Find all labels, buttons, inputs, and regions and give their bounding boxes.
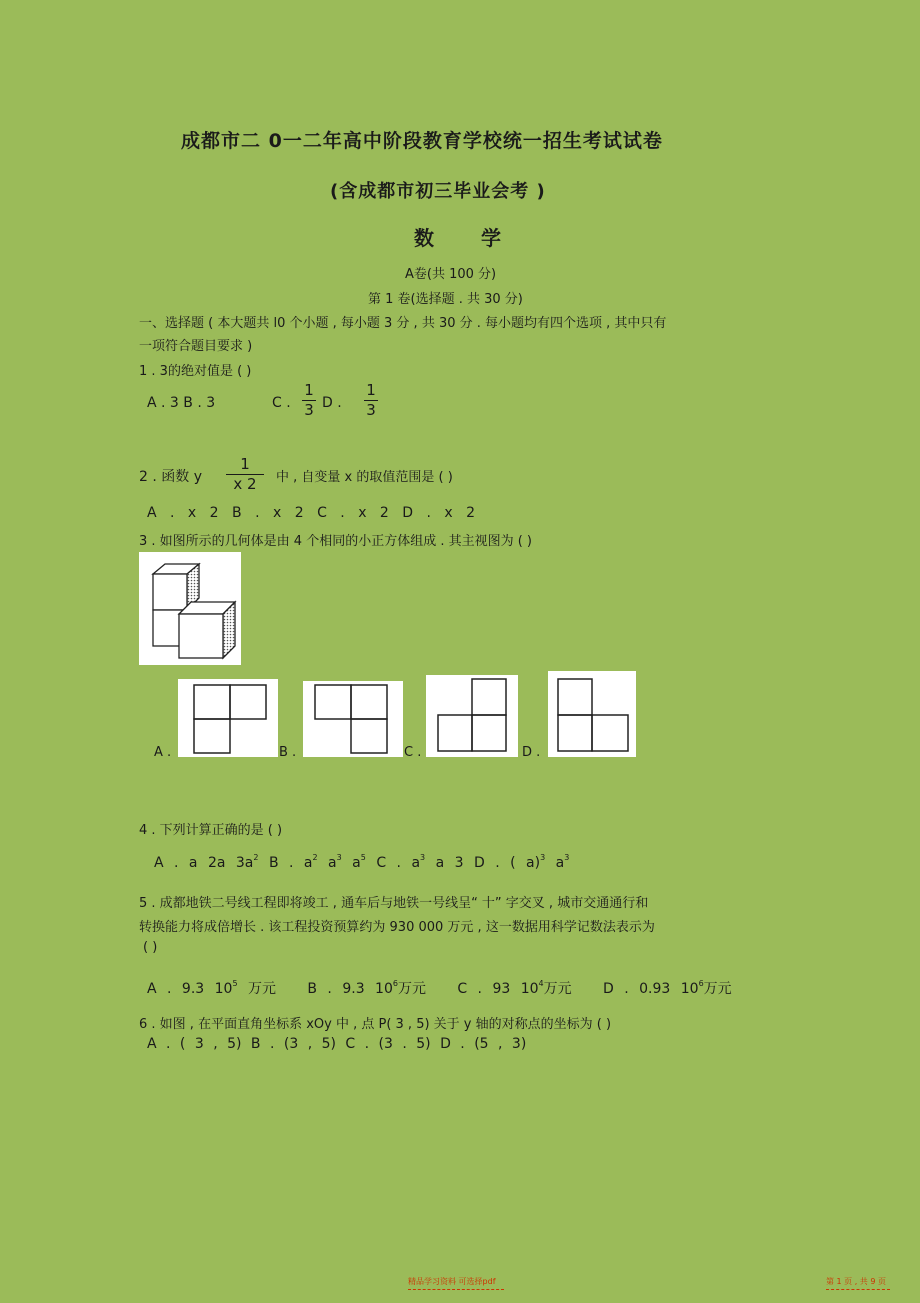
q5-c-exponent: 4 — [538, 979, 544, 988]
q4-b-mid: a — [328, 855, 337, 871]
section-instruction-line2: 一项符合题目要求 ) — [139, 339, 253, 354]
q5-d: D . 0.93 10 — [602, 981, 699, 997]
q5-d-unit: 万元 — [703, 981, 732, 997]
q1-option-d-label: D . — [322, 395, 342, 411]
q1-options-ab: A . 3 B . 3 — [147, 395, 216, 411]
volume-label: A卷(共 100 分) — [405, 267, 497, 282]
q4-d-exponent-2: 3 — [564, 853, 570, 862]
q3-option-d-figure — [548, 671, 636, 757]
footer-page-number: 第 1 页 , 共 9 页 — [826, 1277, 886, 1286]
fraction-denominator: x 2 — [233, 475, 257, 493]
q4-d-result: a — [555, 855, 565, 871]
q5-line2: 转换能力将成倍增长 . 该工程投资预算约为 930 000 万元 , 这一数据用科学记数法表示为 — [139, 920, 655, 935]
q2-tail: 中 , 自变量 x 的取值范围是 ( ) — [276, 470, 453, 485]
q4-b-text: B . a — [268, 855, 313, 871]
q1-option-d-fraction — [364, 382, 378, 419]
q5-line3: ( ) — [143, 940, 158, 955]
q3-geometry-figure — [139, 552, 241, 665]
exam-title: 成都市二 0一二年高中阶段教育学校统一招生考试试卷 — [181, 130, 663, 152]
q4-b-exponent-1: 2 — [312, 853, 318, 862]
q3-option-b-figure — [303, 681, 403, 757]
q4-d-exponent: 3 — [540, 853, 546, 862]
footer-left-dashes — [408, 1289, 504, 1290]
q4-a-text: A . a 2a 3a — [154, 855, 254, 871]
option-c-svg — [426, 675, 518, 757]
exam-subtitle: (含成都市初三毕业会考 ) — [330, 181, 546, 202]
q2-fraction — [226, 456, 264, 493]
footer-left-text: 精品学习资料 可选择pdf — [408, 1277, 496, 1286]
q4-b-result: a — [352, 855, 361, 871]
fraction-denominator: 3 — [304, 401, 314, 419]
q5-b-unit: 万元 — [397, 981, 426, 997]
part-label: 第 1 卷(选择题 . 共 30 分) — [368, 292, 523, 307]
fraction-numerator: 1 — [304, 381, 314, 399]
q5-a-exponent: 5 — [232, 979, 238, 988]
footer-right-dashes — [826, 1289, 890, 1290]
q5-c: C . 93 10 — [457, 981, 539, 997]
q4-d-text: D . ( a) — [473, 855, 541, 871]
q3-option-d-label: D . — [522, 745, 541, 760]
fraction-numerator: 1 — [240, 455, 250, 473]
q6-options: A . ( 3 , 5) B . (3 , 5) C . (3 . 5) D . (5 , 3) — [147, 1036, 527, 1052]
q5-b: B . 9.3 10 — [307, 981, 393, 997]
q4-options — [154, 853, 569, 871]
q1-option-c-fraction — [302, 382, 316, 419]
q1-stem: 1 . 3的绝对值是 ( ) — [139, 364, 252, 379]
q4-c-text: C . a — [376, 855, 421, 871]
q5-c-unit: 万元 — [543, 981, 572, 997]
q3-stem: 3 . 如图所示的几何体是由 4 个相同的小正方体组成 . 其主视图为 ( ) — [139, 534, 533, 549]
q2-options: A . x 2 B . x 2 C . x 2 D . x 2 — [147, 505, 476, 521]
q1-option-c-label: C . — [272, 395, 291, 411]
q3-option-c-figure — [426, 675, 518, 757]
q2-lead: 2 . 函数 y — [139, 469, 202, 485]
option-a-svg — [178, 679, 278, 757]
cube-figure-svg — [139, 552, 241, 665]
q4-b-exponent-3: 5 — [360, 853, 366, 862]
q5-line1: 5 . 成都地铁二号线工程即将竣工 , 通车后与地铁一号线呈“ 十” 字交叉 , 城市交通通行和 — [139, 896, 649, 911]
q3-option-a-label: A . — [154, 745, 172, 760]
q4-stem: 4 . 下列计算正确的是 ( ) — [139, 823, 283, 838]
q4-c-exponent: 3 — [420, 853, 426, 862]
q3-option-a-figure — [178, 679, 278, 757]
q4-a-exponent: 2 — [253, 853, 259, 862]
q3-option-c-label: C . — [404, 745, 422, 760]
section-instruction-line1: 一、选择题 ( 本大题共 l0 个小题 , 每小题 3 分 , 共 30 分 . 每小题均有四个选项 , 其中只有 — [139, 316, 667, 331]
option-b-svg — [303, 681, 403, 757]
q3-option-b-label: B . — [279, 745, 297, 760]
q5-a-unit: 万元 — [248, 981, 277, 997]
q5-d-exponent: 6 — [698, 979, 704, 988]
q6-stem: 6 . 如图 , 在平面直角坐标系 xOy 中 , 点 P( 3 , 5) 关于 y 轴的对称点的坐标为 ( ) — [139, 1017, 612, 1032]
option-d-svg — [548, 671, 636, 757]
fraction-denominator: 3 — [366, 401, 376, 419]
fraction-numerator: 1 — [366, 381, 376, 399]
subject-title: 数 学 — [414, 226, 501, 250]
q5-b-exponent: 6 — [392, 979, 398, 988]
q5-a: A . 9.3 10 — [147, 981, 233, 997]
q4-c-tail: a 3 — [435, 855, 464, 871]
q5-options — [147, 978, 732, 998]
q4-b-exponent-2: 3 — [336, 853, 342, 862]
